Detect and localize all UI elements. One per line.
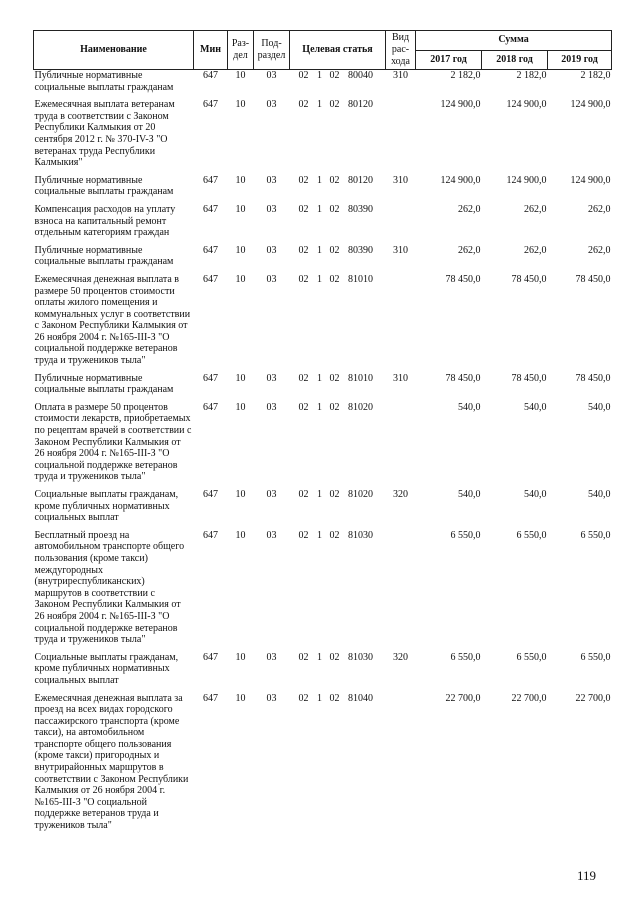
row-sum-2018: 540,0 (524, 401, 547, 413)
row-podrazdel: 03 (266, 692, 277, 704)
row-sum-2018: 540,0 (524, 489, 547, 500)
row-vid (386, 99, 416, 175)
row-min: 647 (203, 401, 218, 413)
row-name: Ежемесячная денежная выплата за проезд на всех видах городского пассажирского транспорта (кроме такси), на автомобильном транспорте общего пользования (кроме такси) пригородных и внутрирайонных маршрутов в соответствии с Законом Республики Калмыкия от 26 ноября 2004 г. №165-III-З "О социальной поддержке ветеранов труда и тружеников тыла" (34, 692, 189, 832)
row-target-part: 02 (329, 244, 340, 256)
row-target-part: 1 (317, 273, 322, 285)
header-name: Наименование (34, 31, 194, 70)
row-sum-2019: 124 900,0 (570, 174, 611, 186)
row-min: 647 (203, 273, 218, 285)
row-target-part: 02 (329, 174, 340, 186)
row-razdel: 10 (235, 489, 246, 500)
row-name: Публичные нормативные социальные выплаты гражданам (34, 372, 174, 396)
row-razdel: 10 (235, 401, 246, 413)
row-target (290, 99, 386, 175)
table-row (34, 245, 612, 274)
row-target-part: 1 (317, 70, 322, 81)
row-vid: 320 (393, 651, 408, 663)
row-name: Ежемесячная выплата ветеранам труда в соответствии с Законом Республики Калмыкия от 20 сентября 2012 г. № 370-IV-З "О ветеранах труда Республики Калмыкия" (34, 99, 175, 169)
row-sum-2018: 78 450,0 (511, 273, 547, 285)
row-vid: 310 (393, 372, 408, 384)
row-target-part: 02 (329, 99, 340, 111)
row-target-part: 02 (329, 372, 340, 384)
row-target-part: 81010 (348, 273, 373, 285)
header-sum: Сумма (416, 31, 612, 51)
row-razdel: 10 (235, 99, 246, 111)
row-name: Оплата в размере 50 процентов стоимости лекарств, приобретаемых по рецептам врачей в соответствии с Законом Республики Калмыкия от 26 ноября 2004 г. №165-III-З "О социальной поддержке ветеранов труда и тружеников тыла" (34, 401, 192, 483)
row-target-part: 81020 (348, 401, 373, 413)
row-target-part: 02 (298, 244, 309, 256)
row-sum-2017: 262,0 (458, 244, 481, 256)
row-target-part: 02 (329, 529, 340, 541)
table-header (34, 31, 612, 70)
row-target-part: 02 (329, 203, 340, 215)
row-sum-2018: 262,0 (524, 244, 547, 256)
row-target-part: 02 (329, 70, 340, 81)
row-target-part: 02 (298, 273, 309, 285)
budget-table (33, 30, 612, 838)
row-vid: 310 (393, 244, 408, 256)
row-sum-2019: 2 182,0 (580, 70, 611, 81)
row-target-part: 02 (298, 692, 309, 704)
row-razdel: 10 (235, 203, 246, 215)
row-target-part: 1 (317, 401, 322, 413)
header-vid: Вид рас- хода (386, 31, 416, 70)
row-name: Ежемесячная денежная выплата в размере 50 процентов стоимости оплаты жилого помещения и коммунальных услуг в соответствии с Законом Республики Калмыкия от 26 ноября 2004 г. №165-III-З "О социальной поддержке ветеранов труда и тружеников тыла" (34, 273, 191, 367)
row-target-part: 02 (329, 651, 340, 663)
header-razdel: Раз- дел (228, 31, 254, 70)
row-target (290, 652, 386, 693)
row-min: 647 (203, 651, 218, 663)
table-row (34, 530, 612, 652)
row-target-part: 1 (317, 99, 322, 111)
row-name: Компенсация расходов на уплату взноса на капитальный ремонт отдельным категориям граждан (34, 203, 176, 239)
row-target-part: 02 (298, 99, 309, 111)
row-target-part: 02 (298, 70, 309, 81)
row-name: Социальные выплаты гражданам, кроме публичных нормативных социальных выплат (34, 489, 179, 524)
row-sum-2017: 262,0 (458, 203, 481, 215)
row-sum-2017: 2 182,0 (450, 70, 481, 81)
header-2019: 2019 год (548, 50, 612, 70)
row-target-part: 02 (329, 489, 340, 500)
row-target (290, 489, 386, 530)
row-target-part: 81040 (348, 692, 373, 704)
table-row (34, 175, 612, 204)
row-target (290, 245, 386, 274)
row-sum-2019: 262,0 (588, 203, 611, 215)
row-name: Публичные нормативные социальные выплаты гражданам (34, 70, 174, 93)
row-target (290, 70, 386, 100)
row-razdel: 10 (235, 273, 246, 285)
row-podrazdel: 03 (266, 489, 277, 500)
row-sum-2019: 78 450,0 (575, 273, 611, 285)
row-vid (386, 274, 416, 373)
row-target-part: 80390 (348, 244, 373, 256)
row-min: 647 (203, 372, 218, 384)
row-target-part: 02 (298, 489, 309, 500)
table-row (34, 489, 612, 530)
row-vid: 310 (393, 174, 408, 186)
row-target-part: 80120 (348, 174, 373, 186)
table-row (34, 274, 612, 373)
row-min: 647 (203, 99, 218, 111)
row-vid (386, 402, 416, 489)
row-sum-2019: 540,0 (588, 489, 611, 500)
row-target-part: 02 (298, 529, 309, 541)
row-target-part: 1 (317, 692, 322, 704)
table-row (34, 402, 612, 489)
row-razdel: 10 (235, 70, 246, 81)
row-sum-2018: 124 900,0 (506, 99, 547, 111)
row-target (290, 693, 386, 838)
row-podrazdel: 03 (266, 99, 277, 111)
row-target-part: 02 (298, 203, 309, 215)
table-row (34, 693, 612, 838)
row-min: 647 (203, 529, 218, 541)
row-podrazdel: 03 (266, 70, 277, 81)
table-row (34, 373, 612, 402)
row-target-part: 1 (317, 372, 322, 384)
row-sum-2019: 6 550,0 (580, 529, 611, 541)
row-target-part: 1 (317, 244, 322, 256)
row-razdel: 10 (235, 651, 246, 663)
row-target-part: 02 (329, 692, 340, 704)
header-target: Целевая статья (290, 31, 386, 70)
row-min: 647 (203, 692, 218, 704)
row-sum-2018: 124 900,0 (506, 174, 547, 186)
row-podrazdel: 03 (266, 203, 277, 215)
row-podrazdel: 03 (266, 401, 277, 413)
row-sum-2017: 540,0 (458, 489, 481, 500)
row-name: Публичные нормативные социальные выплаты гражданам (34, 244, 174, 268)
row-sum-2019: 78 450,0 (575, 372, 611, 384)
table-row (34, 70, 612, 100)
row-target-part: 02 (298, 651, 309, 663)
row-target (290, 274, 386, 373)
table-body (34, 70, 612, 838)
row-podrazdel: 03 (266, 372, 277, 384)
row-target-part: 02 (329, 401, 340, 413)
row-sum-2018: 2 182,0 (516, 70, 547, 81)
row-vid (386, 204, 416, 245)
row-target-part: 80390 (348, 203, 373, 215)
row-min: 647 (203, 489, 218, 500)
row-min: 647 (203, 244, 218, 256)
row-sum-2019: 6 550,0 (580, 651, 611, 663)
row-vid (386, 693, 416, 838)
row-target-part: 80120 (348, 99, 373, 111)
row-sum-2019: 124 900,0 (570, 99, 611, 111)
row-target (290, 373, 386, 402)
row-sum-2019: 262,0 (588, 244, 611, 256)
row-podrazdel: 03 (266, 244, 277, 256)
table-row (34, 652, 612, 693)
row-vid (386, 530, 416, 652)
row-target-part: 1 (317, 651, 322, 663)
page-number: 119 (577, 868, 597, 883)
row-sum-2017: 78 450,0 (445, 372, 481, 384)
row-target-part: 80040 (348, 70, 373, 81)
row-target-part: 1 (317, 489, 322, 500)
row-sum-2017: 6 550,0 (450, 529, 481, 541)
row-target (290, 204, 386, 245)
row-name: Социальные выплаты гражданам, кроме публичных нормативных социальных выплат (34, 651, 179, 686)
row-sum-2019: 540,0 (588, 401, 611, 413)
row-sum-2017: 124 900,0 (440, 99, 481, 111)
row-sum-2017: 540,0 (458, 401, 481, 413)
row-podrazdel: 03 (266, 651, 277, 663)
row-sum-2017: 78 450,0 (445, 273, 481, 285)
row-target (290, 530, 386, 652)
row-min: 647 (203, 174, 218, 186)
table-row (34, 204, 612, 245)
row-vid: 320 (393, 489, 408, 500)
row-sum-2018: 22 700,0 (511, 692, 547, 704)
row-sum-2018: 262,0 (524, 203, 547, 215)
row-target (290, 402, 386, 489)
row-min: 647 (203, 70, 218, 81)
row-target-part: 81030 (348, 651, 373, 663)
row-razdel: 10 (235, 529, 246, 541)
row-podrazdel: 03 (266, 174, 277, 186)
row-sum-2018: 6 550,0 (516, 651, 547, 663)
row-target-part: 02 (298, 174, 309, 186)
row-target-part: 02 (329, 273, 340, 285)
row-razdel: 10 (235, 692, 246, 704)
row-target-part: 02 (298, 401, 309, 413)
row-sum-2017: 124 900,0 (440, 174, 481, 186)
row-target-part: 1 (317, 529, 322, 541)
row-target-part: 1 (317, 203, 322, 215)
row-sum-2018: 78 450,0 (511, 372, 547, 384)
row-target-part: 81020 (348, 489, 373, 500)
row-sum-2017: 6 550,0 (450, 651, 481, 663)
row-razdel: 10 (235, 244, 246, 256)
row-target-part: 02 (298, 372, 309, 384)
row-sum-2019: 22 700,0 (575, 692, 611, 704)
row-vid: 310 (393, 70, 408, 81)
row-podrazdel: 03 (266, 273, 277, 285)
row-sum-2017: 22 700,0 (445, 692, 481, 704)
header-2017: 2017 год (416, 50, 482, 70)
row-sum-2018: 6 550,0 (516, 529, 547, 541)
row-name: Бесплатный проезд на автомобильном транспорте общего пользования (кроме такси) междугородных (внутриреспубликанских) маршрутов в соответствии с Законом Республики Калмыкия от 26 ноября 2004 г. №165-III-З "О социальной поддержке ветеранов труда и тружеников тыла" (34, 529, 185, 646)
row-target (290, 175, 386, 204)
header-podrazdel: Под- раздел (254, 31, 290, 70)
row-razdel: 10 (235, 372, 246, 384)
row-razdel: 10 (235, 174, 246, 186)
row-target-part: 81010 (348, 372, 373, 384)
row-target-part: 81030 (348, 529, 373, 541)
row-target-part: 1 (317, 174, 322, 186)
header-2018: 2018 год (482, 50, 548, 70)
row-min: 647 (203, 203, 218, 215)
row-name: Публичные нормативные социальные выплаты гражданам (34, 174, 174, 198)
row-podrazdel: 03 (266, 529, 277, 541)
table-row (34, 99, 612, 175)
header-min: Мин (194, 31, 228, 70)
